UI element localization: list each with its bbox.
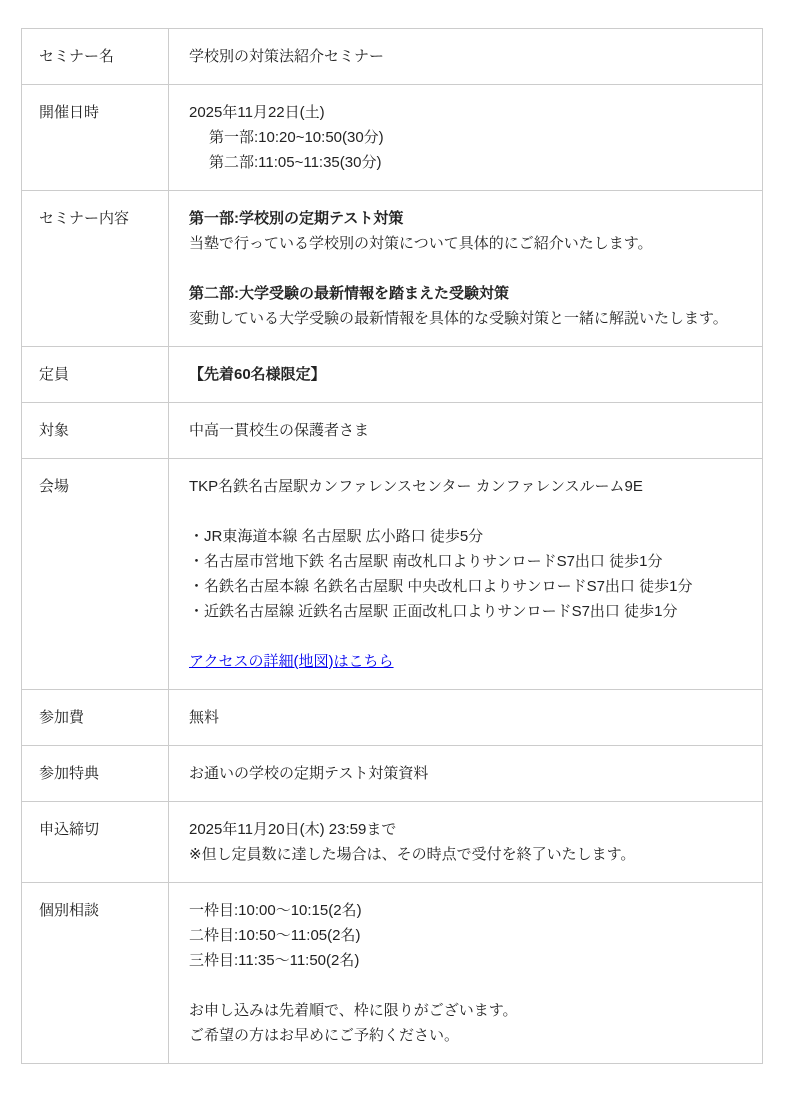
text-line: 第二部:11:05~11:35(30分)	[209, 154, 382, 171]
row-label: セミナー内容	[22, 191, 169, 347]
text-line: TKP名鉄名古屋駅カンファレンスセンター カンファレンスルーム9E	[189, 478, 643, 495]
text-line: 中高一貫校生の保護者さま	[189, 422, 370, 439]
table-row	[22, 690, 763, 746]
text-line: お申し込みは先着順で、枠に限りがございます。	[189, 1002, 518, 1019]
table-row	[22, 191, 763, 347]
text-line: ・名鉄名古屋本線 名鉄名古屋駅 中央改札口よりサンロードS7出口 徒歩1分	[189, 578, 693, 595]
row-value	[169, 802, 763, 883]
text-line: 二枠目:10:50〜11:05(2名)	[189, 927, 361, 944]
text-line: 第一部:学校別の定期テスト対策	[189, 210, 404, 227]
row-label: 参加特典	[22, 746, 169, 802]
row-label: 個別相談	[22, 883, 169, 1064]
text-line: 一枠目:10:00〜10:15(2名)	[189, 902, 362, 919]
blank-line	[189, 256, 742, 281]
row-label: 申込締切	[22, 802, 169, 883]
blank-line	[189, 499, 742, 524]
text-line: 2025年11月20日(木) 23:59まで	[189, 821, 397, 838]
text-line: 無料	[189, 709, 220, 726]
table-row	[22, 459, 763, 690]
text-line: 三枠目:11:35〜11:50(2名)	[189, 952, 360, 969]
seminar-info-table	[21, 28, 763, 1064]
row-label: 対象	[22, 403, 169, 459]
text-line: 2025年11月22日(土)	[189, 104, 325, 121]
table-row	[22, 746, 763, 802]
row-label: 開催日時	[22, 85, 169, 191]
text-line: ご希望の方はお早めにご予約ください。	[189, 1027, 460, 1044]
text-line	[189, 649, 742, 674]
row-value	[169, 883, 763, 1064]
text-line: 学校別の対策法紹介セミナー	[189, 48, 385, 65]
table-row	[22, 883, 763, 1064]
table-row	[22, 85, 763, 191]
text-line: 【先着60名様限定】	[189, 366, 326, 383]
text-line: ・JR東海道本線 名古屋駅 広小路口 徒歩5分	[189, 528, 484, 545]
row-value	[169, 746, 763, 802]
table-row	[22, 802, 763, 883]
row-value	[169, 29, 763, 85]
table-row	[22, 403, 763, 459]
row-value	[169, 347, 763, 403]
text-line: 第二部:大学受験の最新情報を踏まえた受験対策	[189, 285, 509, 302]
text-line: ・近鉄名古屋線 近鉄名古屋駅 正面改札口よりサンロードS7出口 徒歩1分	[189, 603, 678, 620]
text-line: ※但し定員数に達した場合は、その時点で受付を終了いたします。	[189, 846, 636, 863]
table-row	[22, 29, 763, 85]
text-line: お通いの学校の定期テスト対策資料	[189, 765, 429, 782]
row-value	[169, 403, 763, 459]
row-value	[169, 191, 763, 347]
text-line: ・名古屋市営地下鉄 名古屋駅 南改札口よりサンロードS7出口 徒歩1分	[189, 553, 663, 570]
table-row	[22, 347, 763, 403]
blank-line	[189, 973, 742, 998]
row-value	[169, 85, 763, 191]
row-label: 定員	[22, 347, 169, 403]
text-line: 第一部:10:20~10:50(30分)	[209, 129, 384, 146]
row-label: 参加費	[22, 690, 169, 746]
seminar-table-body	[22, 29, 763, 1064]
row-label: 会場	[22, 459, 169, 690]
row-value	[169, 459, 763, 690]
access-map-link[interactable]: アクセスの詳細(地図)はこちら	[189, 653, 394, 670]
blank-line	[189, 624, 742, 649]
row-label: セミナー名	[22, 29, 169, 85]
text-line: 変動している大学受験の最新情報を具体的な受験対策と一緒に解説いたします。	[189, 310, 728, 327]
text-line: 当塾で行っている学校別の対策について具体的にご紹介いたします。	[189, 235, 653, 252]
row-value	[169, 690, 763, 746]
